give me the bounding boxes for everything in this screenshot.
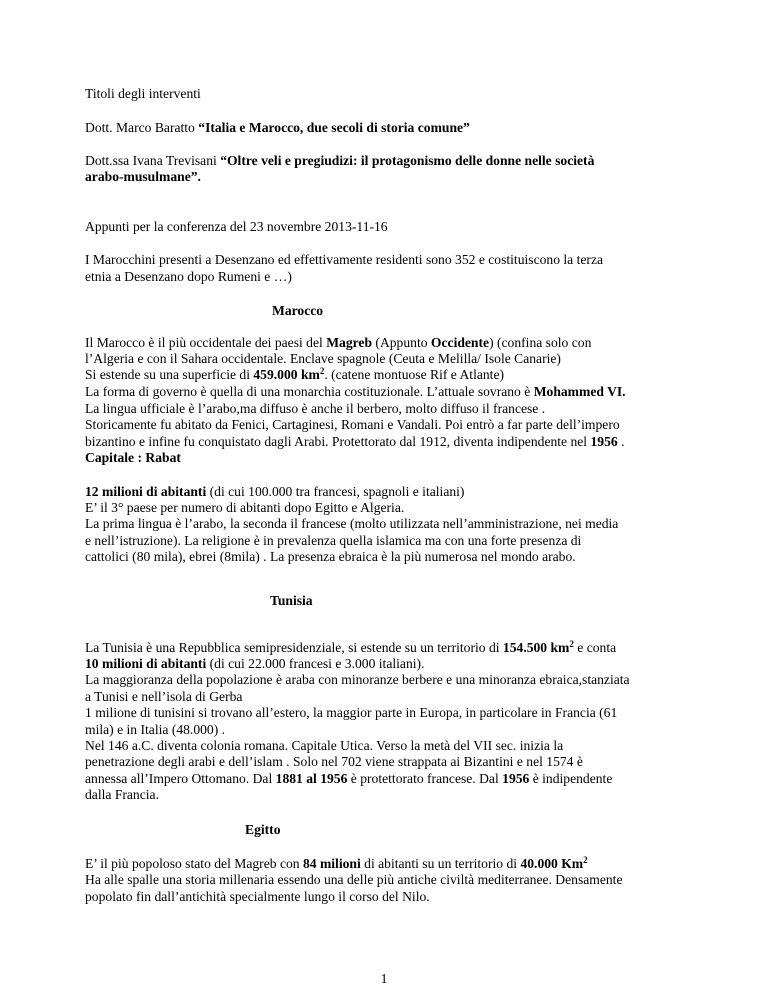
egitto-population: 84 milioni: [302, 856, 361, 871]
marocco-line-4: La forma di governo è quella di una monarchia costituzionale. L’attuale sovrano è Mohammed VI.: [85, 384, 626, 399]
tunisia-protectorate-years: 1881 al 1956: [275, 771, 348, 786]
speaker-1-line: [85, 120, 470, 137]
marocco-line-5: La lingua ufficiale è l’arabo,ma diffuso è anche il berbero, molto diffuso il francese .: [85, 401, 546, 416]
tunisia-independence-year: 1956: [502, 771, 530, 786]
marocco-capital: Capitale : Rabat: [85, 450, 181, 465]
egitto-line-2: Ha alle spalle una storia millenaria essendo una delle più antiche civiltà mediterranee. Densamente: [85, 872, 623, 887]
speaker-2-name: Dott.ssa Ivana Trevisani: [85, 153, 221, 168]
page-number: 1: [380, 970, 388, 986]
marocco-population-line: 12 milioni di abitanti (di cui 100.000 tra francesi, spagnoli e italiani): [85, 484, 465, 499]
marocco-p2-line-3: La prima lingua è l’arabo, la seconda il francese (molto utilizzata nell’amministrazione, nei media: [85, 516, 619, 531]
tunisia-line-6: mila) e in Italia (48.000) .: [85, 722, 226, 737]
marocco-independence-year: 1956: [590, 434, 618, 449]
marocco-line-3: Si estende su una superficie di 459.000 $km^2$. (catene montuose Rif e Atlante): [85, 366, 505, 382]
tunisia-line-3: La maggioranza della popolazione è araba con minoranze berbere e una minoranza ebraica,stanziata: [85, 672, 630, 687]
marocco-area: 459.000 km: [253, 367, 320, 382]
marocco-line-6: Storicamente fu abitato da Fenici, Cartaginesi, Romani e Vandali. Poi entrò a far parte dell’impero: [85, 417, 620, 432]
occidente-term: Occidente: [430, 335, 490, 350]
marocco-p2-line-2: E’ il 3° paese per numero di abitanti dopo Egitto e Algeria.: [85, 500, 405, 515]
tunisia-line-7: Nel 146 a.C. diventa colonia romana. Capitale Utica. Verso la metà del VII sec. inizia la: [85, 738, 564, 753]
marocco-sovereign: Mohammed VI.: [533, 384, 626, 399]
tunisia-area: 154.500 km: [502, 640, 570, 655]
magreb-term: Magreb: [326, 335, 373, 350]
speaker-2-talk-title-2: arabo-musulmane”.: [85, 169, 201, 184]
tunisia-line-10: dalla Francia.: [85, 787, 159, 802]
marocco-p2-line-5: cattolici (80 mila), ebrei (8mila) . La presenza ebraica è la più numerosa nel mondo arabo.: [85, 549, 576, 564]
egitto-line-3: popolato fin dall’antichità specialmente lungo il corso del Nilo.: [85, 889, 430, 904]
tunisia-population: 10 milioni di abitanti: [85, 656, 207, 671]
titles-label: Titoli degli interventi: [85, 86, 201, 101]
speaker-2-line: [85, 153, 594, 170]
egitto-line-1: E’ il più popoloso stato del Magreb con 84 milioni di abitanti su un territorio di 40.000 Km$^2$: [85, 855, 588, 871]
tunisia-line-8: penetrazione degli arabi e dell’islam . Solo nel 702 viene strappata ai Bizantini e nel 1574 è: [85, 754, 583, 769]
section-heading-egitto: Egitto: [245, 822, 281, 837]
section-heading-marocco: Marocco: [272, 303, 324, 318]
marocco-p2-line-4: e nell’istruzione). La religione è in prevalenza quella islamica ma con una forte presenza di: [85, 533, 582, 548]
speaker-2-talk-title-1: “Oltre veli e pregiudizi: il protagonismo delle donne nelle società: [220, 153, 595, 168]
tunisia-line-4: a Tunisi e nell’isola di Gerba: [85, 689, 243, 704]
intro-line-2: etnia a Desenzano dopo Rumeni e …): [85, 269, 292, 284]
marocco-line-7: bizantino e infine fu conquistato dagli Arabi. Protettorato dal 1912, diventa indipendente nel 1956 .: [85, 434, 625, 449]
tunisia-line-5: 1 milione di tunisini si trovano all’estero, la maggior parte in Europa, in particolare in Francia (61: [85, 705, 618, 720]
marocco-line-1: Il Marocco è il più occidentale dei paesi del Magreb (Appunto Occidente) (confina solo con: [85, 335, 592, 350]
egitto-area: 40.000 Km: [520, 856, 584, 871]
conference-notes-line: Appunti per la conferenza del 23 novembre 2013-11-16: [85, 219, 388, 234]
tunisia-line-1: La Tunisia è una Repubblica semipresidenziale, si estende su un territorio di 154.500 $km^2$ e conta: [85, 639, 617, 655]
section-heading-tunisia: Tunisia: [270, 593, 313, 608]
tunisia-line-2: 10 milioni di abitanti (di cui 22.000 francesi e 3.000 italiani).: [85, 656, 425, 671]
tunisia-line-9: annessa all’Impero Ottomano. Dal 1881 al 1956 è protettorato francese. Dal 1956 è indipendente: [85, 771, 613, 786]
speaker-1-name: Dott. Marco Baratto: [85, 120, 199, 135]
intro-line-1: I Marocchini presenti a Desenzano ed effettivamente residenti sono 352 e costituiscono la terza: [85, 252, 604, 267]
marocco-line-2: l’Algeria e con il Sahara occidentale. Enclave spagnole (Ceuta e Melilla/ Isole Canarie): [85, 351, 561, 366]
marocco-population: 12 milioni di abitanti: [85, 484, 207, 499]
speaker-1-talk-title: “Italia e Marocco, due secoli di storia comune”: [198, 120, 470, 135]
